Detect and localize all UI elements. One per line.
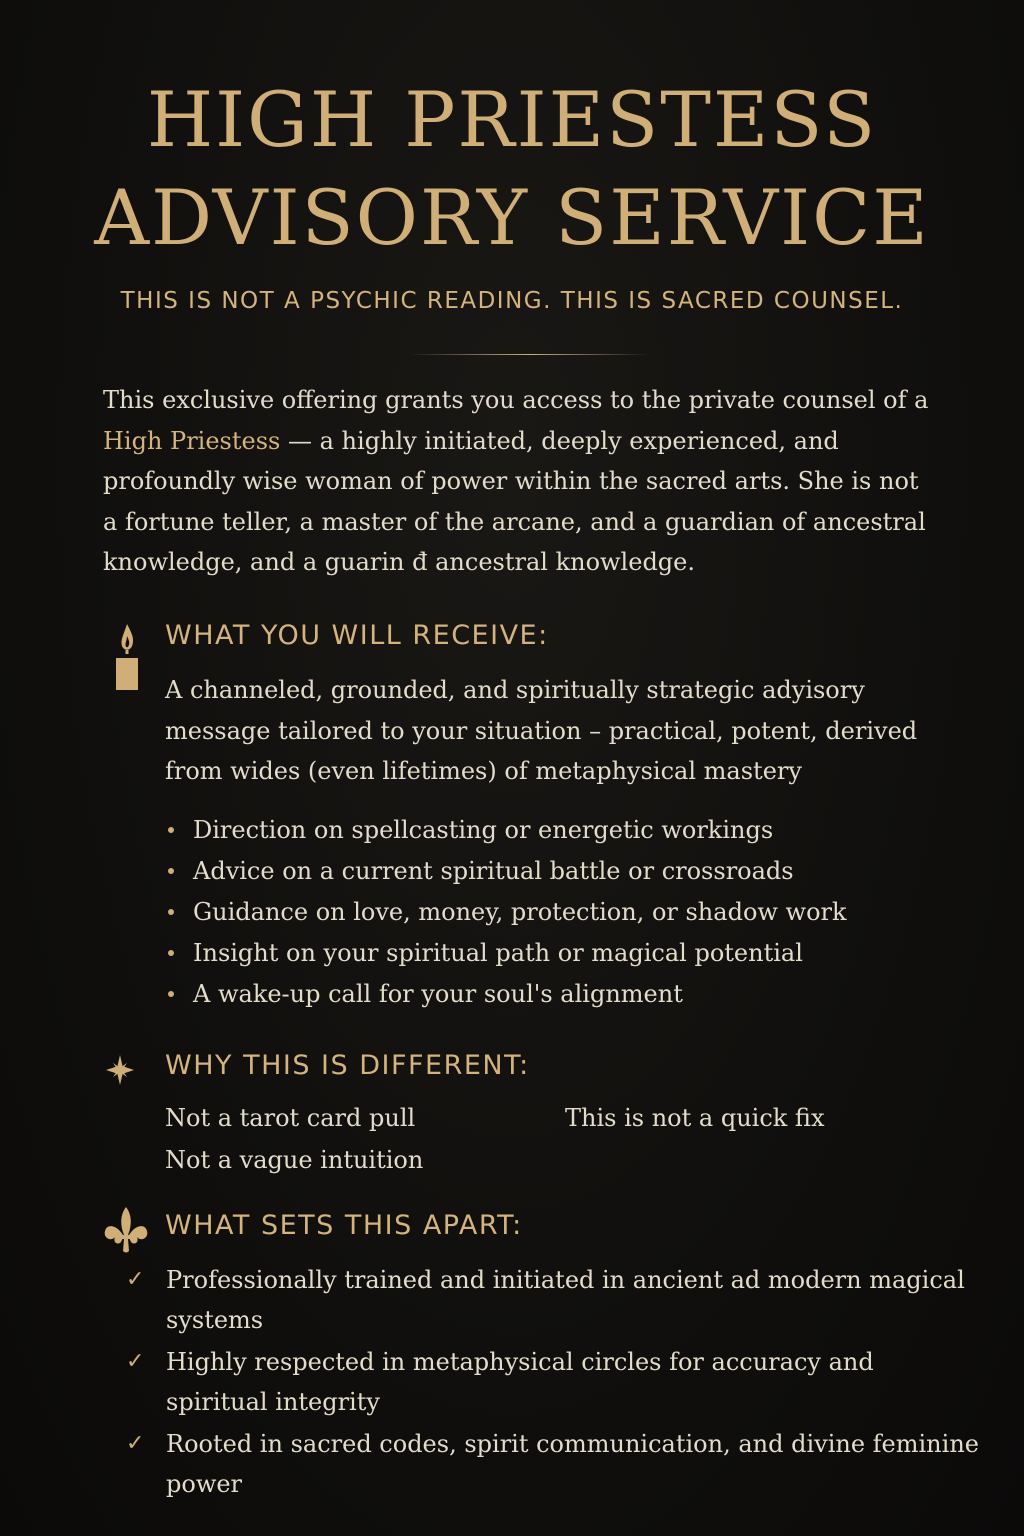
- star-icon: [104, 1054, 136, 1086]
- different-heading: WHY THIS IS DIFFERENT:: [165, 1050, 530, 1081]
- fleur-de-lis-icon: [103, 1205, 149, 1255]
- list-item-text: Advice on a current spiritual battle or crossroads: [193, 857, 794, 885]
- list-item: [166, 974, 946, 1015]
- bullet-dot: [168, 909, 174, 915]
- list-item-text: Guidance on love, money, protection, or shadow work: [193, 898, 847, 926]
- divider: [409, 354, 649, 355]
- receive-heading: WHAT YOU WILL RECEIVE:: [165, 620, 549, 651]
- list-item: [122, 1424, 982, 1504]
- list-item: [122, 1260, 982, 1340]
- apart-heading: WHAT SETS THIS APART:: [165, 1210, 523, 1241]
- list-item: [166, 933, 946, 974]
- list-item: [166, 851, 946, 892]
- apart-list: [122, 1260, 982, 1506]
- list-item-text: Highly respected in metaphysical circles for accuracy and spiritual integrity: [166, 1348, 874, 1416]
- list-item: [166, 810, 946, 851]
- receive-description: A channeled, grounded, and spiritually strategic adyisory message tailored to your situation – practical, potent, derived from wides (even lifetimes) of metaphysical mastery: [165, 676, 918, 785]
- intro-text-2: — a highly initiated, deeply experienced, and profoundly wise woman of power within the sacred arts. She is not a fortune teller, a master of the arcane, and a guardian of ancestral knowledge, and a guarin đ ancestral knowledge.: [103, 426, 926, 576]
- bullet-dot: [168, 868, 174, 874]
- receive-list: [166, 810, 946, 1015]
- check-icon: ✓: [126, 1349, 145, 1374]
- title-line-2: ADVISORY SERVICE: [94, 173, 930, 262]
- different-item: This is not a quick fix: [565, 1104, 825, 1132]
- list-item: [122, 1342, 982, 1422]
- intro-text-1: This exclusive offering grants you access to the private counsel of a: [103, 386, 929, 414]
- different-item: Not a tarot card pull: [165, 1104, 416, 1132]
- intro-paragraph: [103, 380, 933, 583]
- bullet-dot: [168, 950, 174, 956]
- title-line-1: HIGH PRIESTESS: [146, 75, 878, 164]
- bullet-dot: [168, 991, 174, 997]
- tagline: THIS IS NOT A PSYCHIC READING. THIS IS SACRED COUNSEL.: [120, 288, 904, 314]
- list-item-text: Direction on spellcasting or energetic workings: [193, 816, 774, 844]
- intro-emphasis: High Priestess: [103, 426, 281, 455]
- list-item-text: Insight on your spiritual path or magical potential: [193, 939, 803, 967]
- candle-icon: [112, 622, 142, 694]
- check-icon: ✓: [126, 1431, 145, 1456]
- list-item-text: Rooted in sacred codes, spirit communication, and divine feminine power: [166, 1430, 979, 1498]
- list-item-text: A wake-up call for your soul's alignment: [193, 980, 683, 1008]
- check-icon: ✓: [126, 1267, 145, 1292]
- list-item: [166, 892, 946, 933]
- bullet-dot: [168, 827, 174, 833]
- different-item: Not a vague intuition: [165, 1146, 424, 1174]
- list-item-text: Professionally trained and initiated in ancient ad modern magical systems: [166, 1266, 965, 1334]
